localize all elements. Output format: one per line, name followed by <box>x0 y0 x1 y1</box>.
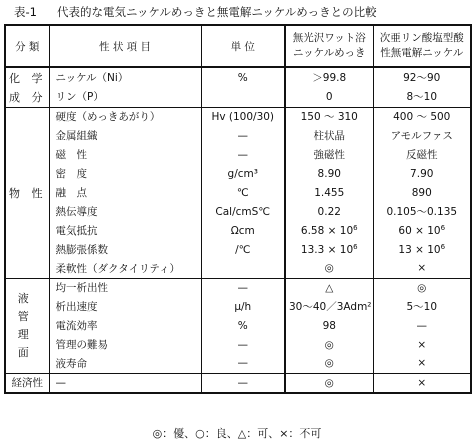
row-unit: Cal/cmS℃ <box>201 202 285 221</box>
row-item: 液寿命 <box>49 354 201 373</box>
row-value-b <box>373 221 471 240</box>
table-title: 代表的な電気ニッケルめっきと無電解ニッケルめっきとの比較 <box>56 5 377 19</box>
table-row <box>5 316 471 335</box>
row-item: 磁 性 <box>49 145 201 164</box>
value-base: 13.3 × 10 <box>300 243 354 256</box>
row-value-a: ◎ <box>285 259 373 278</box>
row-value-a: △ <box>285 278 373 297</box>
row-unit <box>201 259 285 278</box>
row-value-a: 柱状晶 <box>285 126 373 145</box>
table-row <box>5 107 471 126</box>
table-row <box>5 183 471 202</box>
table-row <box>5 240 471 259</box>
row-value-a: 30～40／3Adm² <box>285 297 373 316</box>
header-item: 性 状 項 目 <box>49 25 201 67</box>
value-exponent: 6 <box>353 223 358 232</box>
value-exponent: 6 <box>353 242 358 251</box>
row-item: 融 点 <box>49 183 201 202</box>
row-unit: μ/h <box>201 297 285 316</box>
row-unit: g/cm³ <box>201 164 285 183</box>
value-exponent: 6 <box>440 223 446 232</box>
row-item: リン（P） <box>49 87 201 107</box>
row-unit: — <box>201 354 285 373</box>
table-row <box>5 221 471 240</box>
row-value-b: — <box>373 316 471 335</box>
table-row <box>5 164 471 183</box>
row-value-b: 7.90 <box>373 164 471 183</box>
row-item: 析出速度 <box>49 297 201 316</box>
row-item: 金属組織 <box>49 126 201 145</box>
row-item: 柔軟性（ダクタイリティ） <box>49 259 201 278</box>
table-number: 表-1 <box>14 5 37 19</box>
row-item: 均一析出性 <box>49 278 201 297</box>
row-value-b: × <box>373 354 471 373</box>
header-category: 分 類 <box>5 25 49 67</box>
row-unit: % <box>201 67 285 87</box>
value-exponent: 6 <box>440 242 446 251</box>
table-row <box>5 259 471 278</box>
row-value-b: 反磁性 <box>373 145 471 164</box>
row-item: 熱膨張係数 <box>49 240 201 259</box>
value-base: 6.58 × 10 <box>300 224 354 237</box>
row-unit: — <box>201 126 285 145</box>
row-value-a: 8.90 <box>285 164 373 183</box>
row-value-a <box>285 221 373 240</box>
table-row <box>5 87 471 107</box>
table-row <box>5 202 471 221</box>
group-chem-line2: 成 分 <box>9 90 47 104</box>
row-item: 熱伝導度 <box>49 202 201 221</box>
row-value-b: 890 <box>373 183 471 202</box>
row-value-b <box>373 240 471 259</box>
row-value-b: × <box>373 259 471 278</box>
row-value-a <box>285 240 373 259</box>
row-value-a: 1.455 <box>285 183 373 202</box>
row-value-a: 98 <box>285 316 373 335</box>
row-item: ニッケル（Ni） <box>49 67 201 87</box>
row-item: 電流効率 <box>49 316 201 335</box>
row-item: 電気抵抗 <box>49 221 201 240</box>
table-row <box>5 335 471 354</box>
row-value-b: アモルファス <box>373 126 471 145</box>
row-value-b: 5～10 <box>373 297 471 316</box>
value-base: 13 × 10 <box>398 243 441 256</box>
row-value-a: 0.22 <box>285 202 373 221</box>
rating-legend: ◎：優、○：良、△：可、×：不可 <box>152 427 322 440</box>
table-row <box>5 67 471 87</box>
row-value-b: 0.105～0.135 <box>373 202 471 221</box>
row-value-a: ◎ <box>285 335 373 354</box>
row-unit: Hv (100/30) <box>201 107 285 126</box>
row-value-a: 強磁性 <box>285 145 373 164</box>
group-economy: 経済性 <box>5 373 49 393</box>
row-unit: — <box>201 278 285 297</box>
comparison-table <box>4 24 472 394</box>
group-bath-management: 液 管 理 面 <box>5 278 49 373</box>
row-item: — <box>49 373 201 393</box>
row-value-b: ◎ <box>373 278 471 297</box>
row-unit: — <box>201 145 285 164</box>
row-value-a: ◎ <box>285 354 373 373</box>
row-value-a: ＞99.8 <box>285 67 373 87</box>
row-item: 硬度（めっきあがり） <box>49 107 201 126</box>
header-col-a: 無光沢ワット浴ニッケルめっき <box>285 25 373 67</box>
row-value-b: 400 ～ 500 <box>373 107 471 126</box>
row-unit: ℃ <box>201 183 285 202</box>
group-chem-line1: 化 学 <box>9 71 47 85</box>
row-value-b: 8～10 <box>373 87 471 107</box>
row-item: 密 度 <box>49 164 201 183</box>
group-physical: 物 性 <box>5 107 49 278</box>
row-value-b: × <box>373 373 471 393</box>
row-value-a: 0 <box>285 87 373 107</box>
header-row <box>5 25 471 67</box>
row-unit: — <box>201 373 285 393</box>
value-base: 60 × 10 <box>398 224 441 237</box>
row-unit: % <box>201 316 285 335</box>
header-col-b: 次亜リン酸塩型酸性無電解ニッケル <box>373 25 471 67</box>
table-caption <box>14 5 474 19</box>
row-value-b: 92～90 <box>373 67 471 87</box>
table-row <box>5 297 471 316</box>
table-row <box>5 278 471 297</box>
row-unit: /℃ <box>201 240 285 259</box>
table-row <box>5 145 471 164</box>
table-row <box>5 126 471 145</box>
row-value-b: × <box>373 335 471 354</box>
row-item: 管理の難易 <box>49 335 201 354</box>
row-value-a: 150 ～ 310 <box>285 107 373 126</box>
table-row <box>5 354 471 373</box>
table-row <box>5 373 471 393</box>
row-unit: — <box>201 335 285 354</box>
header-unit: 単 位 <box>201 25 285 67</box>
row-unit <box>201 87 285 107</box>
row-unit: Ωcm <box>201 221 285 240</box>
row-value-a: ◎ <box>285 373 373 393</box>
